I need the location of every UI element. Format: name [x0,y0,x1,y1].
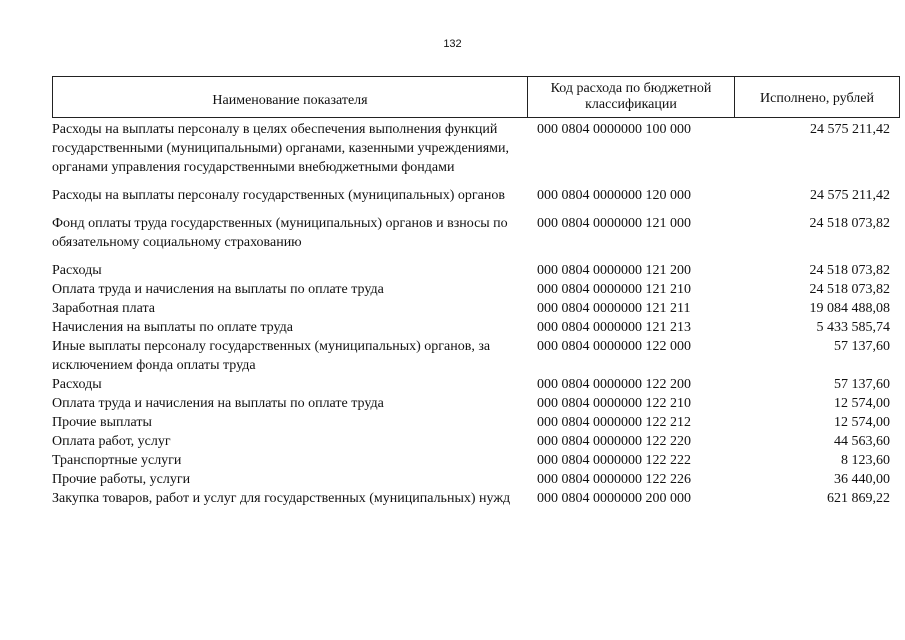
row-name: Расходы на выплаты персоналу государственных (муниципальных) органов [52,188,505,203]
row-executed: 12 574,00 [834,415,890,430]
row-executed: 19 084 488,08 [809,301,890,316]
header-budget-code: Код расхода по бюджетной классификации [528,77,735,117]
row-code: 000 0804 0000000 122 226 [537,472,691,487]
expenditure-table [52,76,900,508]
row-name: Оплата труда и начисления на выплаты по оплате труда [52,396,384,411]
table-row [52,413,900,432]
row-name: Начисления на выплаты по оплате труда [52,320,293,335]
table-row [52,489,900,508]
table-row [52,299,900,318]
row-executed: 36 440,00 [834,472,890,487]
table-row [52,261,900,280]
row-executed: 621 869,22 [827,491,890,506]
row-name: Прочие выплаты [52,415,152,430]
row-name: Транспортные услуги [52,453,182,468]
table-header [52,76,900,118]
row-executed: 24 518 073,82 [809,282,890,297]
table-row [52,432,900,451]
row-code: 000 0804 0000000 122 212 [537,415,691,430]
table-row [52,470,900,489]
row-executed: 12 574,00 [834,396,890,411]
row-executed: 44 563,60 [834,434,890,449]
table-row [52,120,900,177]
row-name: Оплата труда и начисления на выплаты по оплате труда [52,282,384,297]
table-row [52,280,900,299]
table-body [52,120,900,508]
row-code: 000 0804 0000000 200 000 [537,491,691,506]
row-name: Расходы [52,263,102,278]
header-executed: Исполнено, рублей [760,91,874,106]
table-row [52,337,900,375]
row-executed: 24 518 073,82 [809,216,890,231]
row-executed: 57 137,60 [834,339,890,354]
row-executed: 8 123,60 [841,453,890,468]
row-code: 000 0804 0000000 100 000 [537,122,691,137]
row-code: 000 0804 0000000 122 000 [537,339,691,354]
row-name: Оплата работ, услуг [52,434,171,449]
row-name: Расходы [52,377,102,392]
row-executed: 5 433 585,74 [816,320,890,335]
table-row [52,214,900,252]
page-number: 132 [443,38,462,50]
header-indicator-name: Наименование показателя [53,77,528,117]
row-code: 000 0804 0000000 120 000 [537,188,691,203]
row-name: Расходы на выплаты персоналу в целях обеспечения выполнения функций государственными (муниципальными) органами, казенными учреждениями, органами управления государственными внебюджетными фондами [52,122,509,175]
row-code: 000 0804 0000000 121 213 [537,320,691,335]
row-executed: 24 575 211,42 [810,188,890,203]
table-row [52,394,900,413]
table-row [52,375,900,394]
row-code: 000 0804 0000000 121 000 [537,216,691,231]
row-code: 000 0804 0000000 122 200 [537,377,691,392]
row-executed: 24 575 211,42 [810,122,890,137]
row-code: 000 0804 0000000 121 200 [537,263,691,278]
row-name: Фонд оплаты труда государственных (муниципальных) органов и взносы по обязательному социальному страхованию [52,216,508,250]
row-executed: 24 518 073,82 [809,263,890,278]
row-code: 000 0804 0000000 121 211 [537,301,691,316]
row-name: Прочие работы, услуги [52,472,191,487]
table-row [52,318,900,337]
row-code: 000 0804 0000000 122 210 [537,396,691,411]
row-code: 000 0804 0000000 122 222 [537,453,691,468]
row-code: 000 0804 0000000 122 220 [537,434,691,449]
row-name: Закупка товаров, работ и услуг для государственных (муниципальных) нужд [52,491,511,506]
table-row [52,186,900,205]
row-executed: 57 137,60 [834,377,890,392]
row-code: 000 0804 0000000 121 210 [537,282,691,297]
table-row [52,451,900,470]
row-name: Заработная плата [52,301,155,316]
row-name: Иные выплаты персоналу государственных (муниципальных) органов, за исключением фонда оплаты труда [52,339,491,373]
